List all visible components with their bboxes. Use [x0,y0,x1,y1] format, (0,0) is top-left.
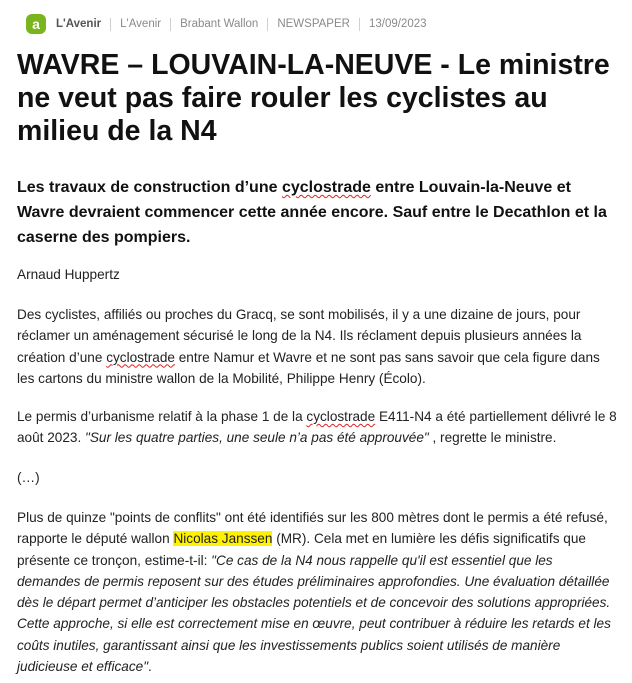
paragraph-text: Des cyclistes, affiliés ou proches du Gracq, se sont mobilisés, il y a une dizaine de jours, pour réclamer un aménagement sécurisé le long de la N4. Ils réclament depuis plusieurs années la création d’une [17,307,582,365]
paragraph-text: Plus de quinze "points de conflits" ont été identifiés sur les 800 mètres dont le permis a été refusé, rapporte le député wallon [17,510,608,547]
paragraph-text: . [148,659,152,675]
source-name[interactable]: L'Avenir [56,18,102,30]
deputy-quote: "Ce cas de la N4 nous rappelle qu'il est essentiel que les demandes de permis reposent sur des études préliminaires approfondies. Une évaluation détaillée dès le départ permet d’anticiper les obstacles potentiels et de concevoir des solutions appropriées. Cette approche, si elle est correctement mise en œuvre, peut contribuer à réduire les retards et les coûts inutiles, garantissant ainsi que les investissements publics soient utilisés de manière judicieuse et efficace" [17,552,611,675]
publish-date: 13/09/2023 [368,18,427,30]
lavenir-logo-icon [26,14,46,34]
meta-divider [267,18,268,31]
article-ellipsis: (…) [17,470,40,485]
article-lead [17,175,617,250]
meta-divider [359,18,360,31]
paragraph-text: E411-N4 a été partiellement délivré le 8 août 2023. [17,409,617,446]
article-paragraph-3 [17,507,617,677]
highlighted-name[interactable]: Nicolas Janssen [173,531,273,547]
paragraph-text: , regrette le ministre. [428,430,557,446]
article-meta-bar [26,13,427,35]
doc-type-label: NEWSPAPER [277,18,350,30]
lead-text: Les travaux de construction d’une [17,179,282,196]
region-label: Brabant Wallon [180,18,259,30]
paragraph-text: Le permis d’urbanisme relatif à la phase 1 de la [17,409,307,424]
minister-quote: "Sur les quatre parties, une seule n’a pas été approuvée" [85,430,429,446]
spellcheck-word[interactable]: cyclostrade [106,349,175,365]
meta-divider [170,18,171,31]
article-title: WAVRE – LOUVAIN-LA-NEUVE - Le ministre ne veut pas faire rouler les cyclistes au milieu de la N4 [17,49,610,147]
meta-divider [110,18,111,31]
logo-letter: a [32,16,40,32]
spellcheck-word[interactable]: cyclostrade [281,179,371,196]
article-paragraph-1 [17,304,617,389]
publication-name: L'Avenir [120,18,162,30]
paragraph-text: entre Namur et Wavre et ne sont pas sans savoir que cela figure dans les cartons du ministre wallon de la Mobilité, Philippe Henry (Écolo). [17,349,600,386]
article-author: Arnaud Huppertz [17,267,120,282]
article-paragraph-2 [17,406,617,449]
spellcheck-word[interactable]: cyclostrade [306,409,376,424]
lead-text: entre Louvain-la-Neuve et Wavre devraient commencer cette année encore. Sauf entre le Decathlon et la caserne des pompiers. [17,179,607,246]
paragraph-text: (MR). Cela met en lumière les défis significatifs que présente ce tronçon, estime-t-il: [17,531,586,568]
